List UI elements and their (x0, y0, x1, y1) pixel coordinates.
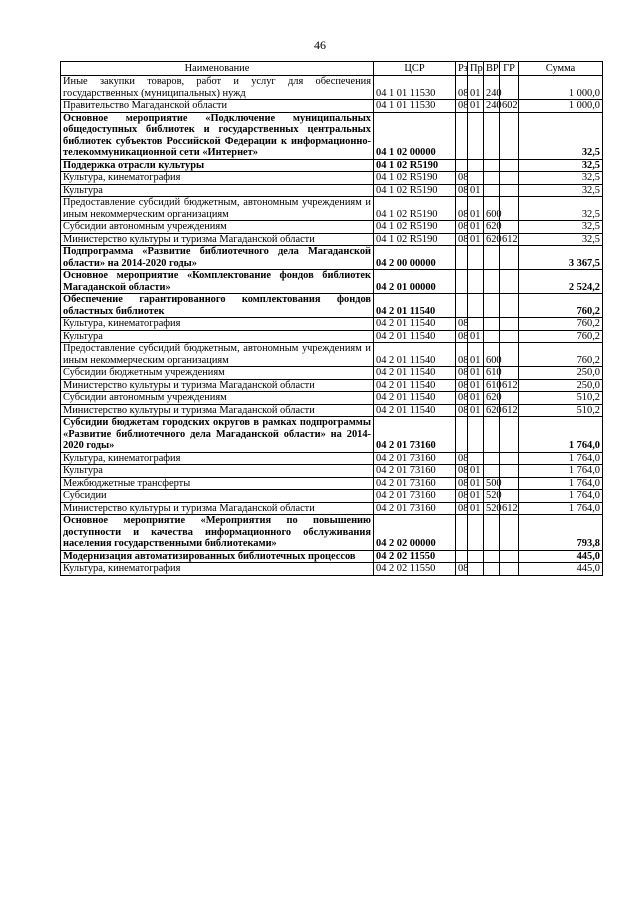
cell-pr: 01 (468, 76, 484, 100)
cell-name: Предоставление субсидий бюджетным, автономным учреждениям и иным некоммерческим организациям (61, 197, 374, 221)
table-row (61, 477, 603, 490)
cell-pr: 01 (468, 221, 484, 234)
table-row (61, 100, 603, 113)
table-row (61, 502, 603, 515)
table-row (61, 367, 603, 380)
cell-pr: 01 (468, 197, 484, 221)
table-row (61, 392, 603, 405)
cell-gr: 602 (500, 100, 519, 113)
cell-pr (468, 294, 484, 318)
cell-rz: 08 (456, 100, 468, 113)
cell-csr: 04 2 01 00000 (374, 270, 456, 294)
cell-vr (484, 465, 500, 478)
cell-rz (456, 550, 468, 563)
cell-csr: 04 1 02 R5190 (374, 159, 456, 172)
cell-gr (500, 515, 519, 551)
cell-name: Министерство культуры и туризма Магаданской области (61, 233, 374, 246)
table-header-row (61, 62, 603, 76)
cell-name: Культура, кинематография (61, 172, 374, 185)
table-row (61, 197, 603, 221)
cell-pr: 01 (468, 477, 484, 490)
table-row (61, 330, 603, 343)
cell-gr (500, 343, 519, 367)
cell-vr: 620 (484, 221, 500, 234)
table-row (61, 515, 603, 551)
cell-vr: 610 (484, 367, 500, 380)
cell-csr: 04 2 01 11540 (374, 294, 456, 318)
cell-gr (500, 452, 519, 465)
cell-gr (500, 477, 519, 490)
table-row (61, 417, 603, 453)
cell-csr: 04 1 02 R5190 (374, 172, 456, 185)
cell-gr (500, 76, 519, 100)
cell-gr (500, 330, 519, 343)
cell-sum: 760,2 (519, 330, 603, 343)
table-row (61, 233, 603, 246)
cell-pr: 01 (468, 490, 484, 503)
cell-pr: 01 (468, 367, 484, 380)
cell-rz: 08 (456, 502, 468, 515)
cell-pr: 01 (468, 330, 484, 343)
cell-pr: 01 (468, 343, 484, 367)
cell-rz (456, 270, 468, 294)
cell-name: Министерство культуры и туризма Магаданской области (61, 379, 374, 392)
cell-name: Обеспечение гарантированного комплектования фондов областных библиотек (61, 294, 374, 318)
cell-name: Основное мероприятие «Мероприятия по повышению доступности и качества информационного обслуживания населения государственными библиотеками» (61, 515, 374, 551)
cell-name: Министерство культуры и туризма Магаданской области (61, 502, 374, 515)
cell-csr: 04 2 01 73160 (374, 490, 456, 503)
cell-sum: 2 524,2 (519, 270, 603, 294)
cell-gr: 612 (500, 233, 519, 246)
cell-sum: 1 764,0 (519, 417, 603, 453)
cell-pr (468, 172, 484, 185)
cell-pr: 01 (468, 465, 484, 478)
cell-csr: 04 1 02 00000 (374, 112, 456, 159)
table-row (61, 318, 603, 331)
cell-rz: 08 (456, 233, 468, 246)
cell-vr: 620 (484, 392, 500, 405)
header-gr: ГР (500, 62, 519, 76)
cell-csr: 04 1 02 R5190 (374, 197, 456, 221)
cell-csr: 04 2 00 00000 (374, 246, 456, 270)
cell-pr (468, 318, 484, 331)
cell-gr (500, 112, 519, 159)
header-vr: ВР (484, 62, 500, 76)
cell-sum: 1 764,0 (519, 490, 603, 503)
cell-pr (468, 550, 484, 563)
cell-gr (500, 172, 519, 185)
cell-vr: 520 (484, 502, 500, 515)
cell-sum: 1 764,0 (519, 452, 603, 465)
cell-csr: 04 2 02 11550 (374, 550, 456, 563)
cell-pr: 01 (468, 233, 484, 246)
cell-vr: 620 (484, 404, 500, 417)
cell-sum: 3 367,5 (519, 246, 603, 270)
cell-gr (500, 563, 519, 576)
cell-name: Предоставление субсидий бюджетным, автономным учреждениям и иным некоммерческим организациям (61, 343, 374, 367)
cell-csr: 04 1 01 11530 (374, 100, 456, 113)
cell-gr (500, 392, 519, 405)
cell-sum: 32,5 (519, 233, 603, 246)
table-body (61, 76, 603, 576)
cell-name: Культура, кинематография (61, 452, 374, 465)
table-row (61, 550, 603, 563)
cell-name: Культура, кинематография (61, 318, 374, 331)
cell-vr (484, 270, 500, 294)
cell-csr: 04 2 01 11540 (374, 318, 456, 331)
cell-csr: 04 2 01 11540 (374, 343, 456, 367)
cell-name: Субсидии бюджетным учреждениям (61, 367, 374, 380)
cell-gr (500, 318, 519, 331)
cell-pr (468, 563, 484, 576)
cell-rz: 08 (456, 465, 468, 478)
header-name: Наименование (61, 62, 374, 76)
cell-name: Межбюджетные трансферты (61, 477, 374, 490)
cell-name: Основное мероприятие «Подключение муниципальных общедоступных библиотек и государственных центральных библиотек субъектов Российской Федерации к информационно-телекоммуникационной сети «Интернет» (61, 112, 374, 159)
cell-name: Правительство Магаданской области (61, 100, 374, 113)
cell-vr (484, 294, 500, 318)
cell-csr: 04 2 02 00000 (374, 515, 456, 551)
header-sum: Сумма (519, 62, 603, 76)
cell-gr: 612 (500, 404, 519, 417)
cell-name: Субсидии автономным учреждениям (61, 392, 374, 405)
cell-sum: 32,5 (519, 184, 603, 197)
cell-vr: 620 (484, 233, 500, 246)
cell-sum: 510,2 (519, 404, 603, 417)
table-row (61, 379, 603, 392)
cell-sum: 32,5 (519, 159, 603, 172)
cell-rz: 08 (456, 392, 468, 405)
cell-vr (484, 159, 500, 172)
header-rz: Рз (456, 62, 468, 76)
cell-vr (484, 112, 500, 159)
cell-csr: 04 2 01 73160 (374, 502, 456, 515)
cell-csr: 04 1 02 R5190 (374, 184, 456, 197)
cell-vr: 240 (484, 100, 500, 113)
table-row (61, 246, 603, 270)
cell-name: Поддержка отрасли культуры (61, 159, 374, 172)
cell-gr: 612 (500, 502, 519, 515)
cell-csr: 04 2 02 11550 (374, 563, 456, 576)
cell-sum: 1 000,0 (519, 100, 603, 113)
cell-gr (500, 417, 519, 453)
table-row (61, 159, 603, 172)
cell-sum: 32,5 (519, 221, 603, 234)
cell-vr (484, 184, 500, 197)
cell-vr: 240 (484, 76, 500, 100)
cell-pr: 01 (468, 392, 484, 405)
cell-gr (500, 550, 519, 563)
cell-csr: 04 2 01 73160 (374, 417, 456, 453)
table-row (61, 76, 603, 100)
cell-sum: 760,2 (519, 318, 603, 331)
header-pr: Пр (468, 62, 484, 76)
cell-csr: 04 2 01 11540 (374, 330, 456, 343)
cell-pr (468, 417, 484, 453)
cell-csr: 04 2 01 11540 (374, 379, 456, 392)
cell-sum: 1 000,0 (519, 76, 603, 100)
cell-name: Культура (61, 465, 374, 478)
cell-vr: 520 (484, 490, 500, 503)
cell-csr: 04 2 01 11540 (374, 404, 456, 417)
cell-rz: 08 (456, 221, 468, 234)
cell-pr (468, 515, 484, 551)
cell-vr (484, 515, 500, 551)
table-row (61, 184, 603, 197)
table-row (61, 221, 603, 234)
cell-sum: 250,0 (519, 367, 603, 380)
cell-csr: 04 2 01 73160 (374, 465, 456, 478)
table-row (61, 343, 603, 367)
cell-csr: 04 1 01 11530 (374, 76, 456, 100)
page-number: 46 (314, 38, 326, 52)
cell-rz (456, 515, 468, 551)
cell-rz: 08 (456, 197, 468, 221)
cell-vr (484, 330, 500, 343)
cell-name: Субсидии (61, 490, 374, 503)
cell-name: Культура, кинематография (61, 563, 374, 576)
cell-name: Модернизация автоматизированных библиотечных процессов (61, 550, 374, 563)
cell-vr: 500 (484, 477, 500, 490)
cell-gr (500, 270, 519, 294)
cell-vr (484, 563, 500, 576)
cell-gr (500, 184, 519, 197)
cell-vr (484, 550, 500, 563)
cell-pr (468, 270, 484, 294)
cell-pr (468, 112, 484, 159)
cell-sum: 1 764,0 (519, 465, 603, 478)
cell-name: Иные закупки товаров, работ и услуг для обеспечения государственных (муниципальных) нужд (61, 76, 374, 100)
cell-sum: 445,0 (519, 563, 603, 576)
cell-sum: 32,5 (519, 112, 603, 159)
cell-pr: 01 (468, 379, 484, 392)
cell-name: Субсидии автономным учреждениям (61, 221, 374, 234)
cell-csr: 04 1 02 R5190 (374, 233, 456, 246)
cell-rz: 08 (456, 172, 468, 185)
cell-csr: 04 2 01 73160 (374, 477, 456, 490)
cell-pr (468, 452, 484, 465)
cell-vr: 610 (484, 379, 500, 392)
cell-rz: 08 (456, 184, 468, 197)
cell-csr: 04 2 01 73160 (374, 452, 456, 465)
cell-rz: 08 (456, 452, 468, 465)
table-row (61, 270, 603, 294)
cell-gr (500, 221, 519, 234)
cell-rz: 08 (456, 477, 468, 490)
table-row (61, 563, 603, 576)
cell-name: Культура (61, 184, 374, 197)
table-row (61, 172, 603, 185)
cell-pr: 01 (468, 404, 484, 417)
cell-rz: 08 (456, 343, 468, 367)
cell-vr (484, 452, 500, 465)
cell-gr (500, 246, 519, 270)
cell-pr: 01 (468, 100, 484, 113)
cell-sum: 760,2 (519, 343, 603, 367)
cell-rz (456, 246, 468, 270)
cell-sum: 250,0 (519, 379, 603, 392)
cell-name: Подпрограмма «Развитие библиотечного дела Магаданской области» на 2014-2020 годы» (61, 246, 374, 270)
cell-rz (456, 112, 468, 159)
cell-rz: 08 (456, 404, 468, 417)
cell-rz (456, 294, 468, 318)
cell-sum: 1 764,0 (519, 502, 603, 515)
cell-rz: 08 (456, 563, 468, 576)
cell-gr: 612 (500, 379, 519, 392)
cell-pr (468, 246, 484, 270)
table-row (61, 294, 603, 318)
cell-csr: 04 2 01 11540 (374, 367, 456, 380)
table-row (61, 112, 603, 159)
cell-rz: 08 (456, 490, 468, 503)
cell-gr (500, 490, 519, 503)
table-row (61, 490, 603, 503)
cell-vr (484, 246, 500, 270)
cell-gr (500, 159, 519, 172)
cell-csr: 04 1 02 R5190 (374, 221, 456, 234)
cell-rz: 08 (456, 76, 468, 100)
cell-gr (500, 465, 519, 478)
cell-rz: 08 (456, 367, 468, 380)
cell-csr: 04 2 01 11540 (374, 392, 456, 405)
cell-pr: 01 (468, 502, 484, 515)
budget-table (60, 61, 603, 576)
cell-rz (456, 159, 468, 172)
cell-pr (468, 159, 484, 172)
cell-sum: 32,5 (519, 172, 603, 185)
header-csr: ЦСР (374, 62, 456, 76)
cell-name: Основное мероприятие «Комплектование фондов библиотек Магаданской области» (61, 270, 374, 294)
cell-vr: 600 (484, 197, 500, 221)
cell-sum: 1 764,0 (519, 477, 603, 490)
cell-vr (484, 318, 500, 331)
cell-gr (500, 294, 519, 318)
cell-name: Культура (61, 330, 374, 343)
cell-sum: 793,8 (519, 515, 603, 551)
table-row (61, 452, 603, 465)
cell-rz: 08 (456, 318, 468, 331)
cell-sum: 510,2 (519, 392, 603, 405)
cell-name: Министерство культуры и туризма Магаданской области (61, 404, 374, 417)
cell-pr: 01 (468, 184, 484, 197)
cell-vr: 600 (484, 343, 500, 367)
table-row (61, 465, 603, 478)
cell-gr (500, 197, 519, 221)
cell-rz (456, 417, 468, 453)
cell-name: Субсидии бюджетам городских округов в рамках подпрограммы «Развитие библиотечного дела Магаданской области» на 2014-2020 годы» (61, 417, 374, 453)
cell-rz: 08 (456, 330, 468, 343)
cell-sum: 760,2 (519, 294, 603, 318)
table-row (61, 404, 603, 417)
cell-vr (484, 417, 500, 453)
cell-sum: 445,0 (519, 550, 603, 563)
cell-gr (500, 367, 519, 380)
cell-sum: 32,5 (519, 197, 603, 221)
cell-rz: 08 (456, 379, 468, 392)
cell-vr (484, 172, 500, 185)
